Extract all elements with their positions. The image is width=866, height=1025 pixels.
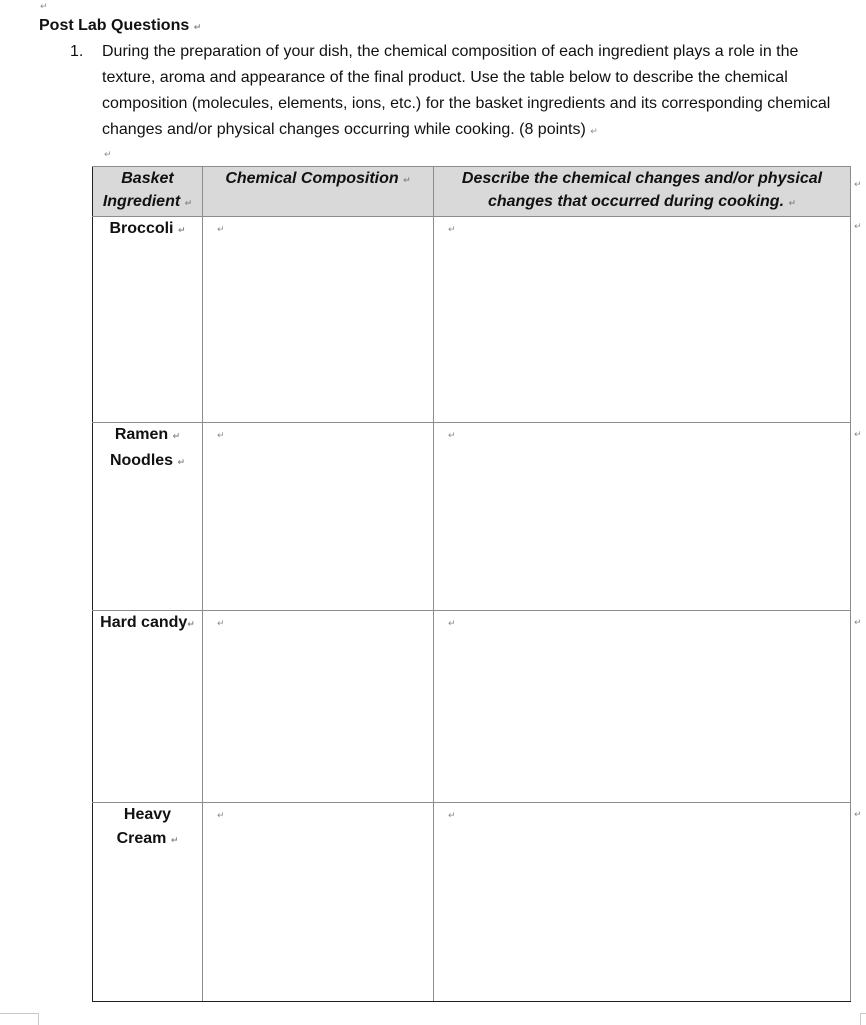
header-changes: Describe the chemical changes and/or physical changes that occurred during cooking. ↵: [434, 167, 851, 217]
composition-cell[interactable]: ↵: [203, 803, 434, 1002]
changes-cell[interactable]: ↵: [434, 803, 851, 1002]
paragraph-mark: ↵: [104, 150, 112, 160]
table-row: [93, 217, 851, 423]
page-corner-marker: [0, 1013, 39, 1025]
end-of-row-mark: ↵: [854, 180, 862, 190]
question-number: 1.: [70, 43, 84, 60]
end-of-row-mark: ↵: [854, 618, 862, 628]
end-of-row-mark: ↵: [854, 810, 862, 820]
header-basket-ingredient: Basket Ingredient ↵: [93, 167, 203, 217]
changes-cell[interactable]: ↵: [434, 217, 851, 423]
table-row: [93, 611, 851, 803]
changes-cell[interactable]: ↵: [434, 423, 851, 611]
ingredient-broccoli: Broccoli ↵: [93, 217, 203, 423]
ingredient-hard-candy: Hard candy↵: [93, 611, 203, 803]
end-of-row-mark: ↵: [854, 430, 862, 440]
question-1: [70, 39, 855, 145]
table-row: [93, 803, 851, 1002]
ingredients-table: [92, 166, 851, 1002]
table-row: [93, 423, 851, 611]
composition-cell[interactable]: ↵: [203, 611, 434, 803]
table-header-row: [93, 167, 851, 217]
end-of-row-mark: ↵: [854, 222, 862, 232]
composition-cell[interactable]: ↵: [203, 423, 434, 611]
question-text: During the preparation of your dish, the chemical composition of each ingredient plays a role in the texture, aroma and appearance of the final product. Use the table below to describe the chemical composition (molecules, elements, ions, etc.) for the basket ingredients and its corresponding chemical changes and/or physical changes occurring while cooking. (8 points) ↵: [102, 43, 831, 138]
header-chemical-composition: Chemical Composition ↵: [203, 167, 434, 217]
page-corner-marker: [860, 1013, 866, 1025]
ingredient-heavy-cream: Heavy Cream ↵: [93, 803, 203, 1002]
page-title: Post Lab Questions ↵: [39, 17, 202, 34]
ingredient-ramen-noodles: Ramen ↵ Noodles ↵: [93, 423, 203, 611]
composition-cell[interactable]: ↵: [203, 217, 434, 423]
paragraph-mark: ↵: [40, 2, 48, 12]
changes-cell[interactable]: ↵: [434, 611, 851, 803]
